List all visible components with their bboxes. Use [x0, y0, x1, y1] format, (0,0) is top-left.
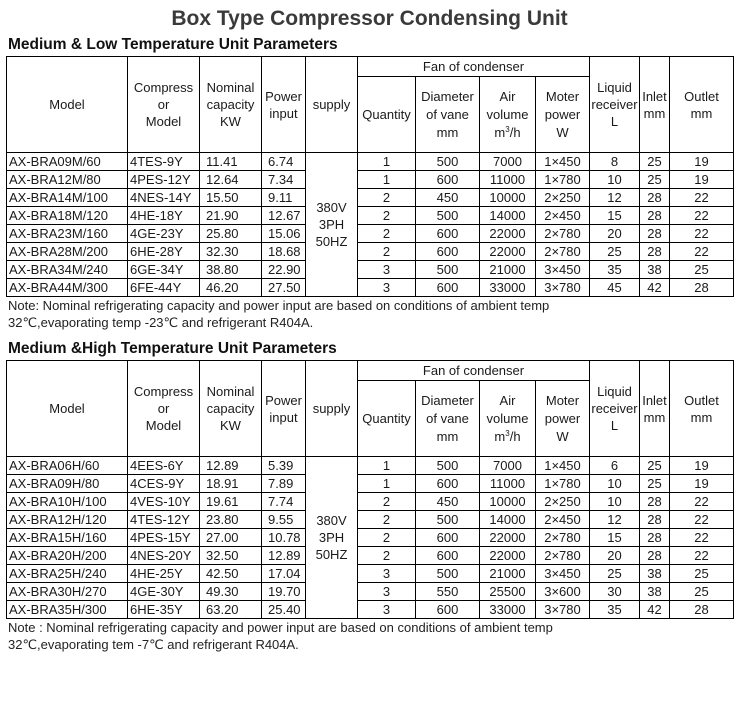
diameter-cell: 600 — [416, 279, 480, 297]
inlet-cell: 25 — [640, 171, 670, 189]
power-cell: 7.34 — [262, 171, 306, 189]
header-capacity: Nominal capacity KW — [200, 57, 262, 153]
liquid-receiver-cell: 45 — [590, 279, 640, 297]
liquid-receiver-cell: 10 — [590, 475, 640, 493]
compressor-cell: 4VES-10Y — [128, 493, 200, 511]
liquid-receiver-cell: 20 — [590, 547, 640, 565]
power-cell: 12.67 — [262, 207, 306, 225]
power-cell: 10.78 — [262, 529, 306, 547]
compressor-cell: 4NES-14Y — [128, 189, 200, 207]
liquid-receiver-cell: 6 — [590, 457, 640, 475]
motor-power-cell: 2×780 — [536, 529, 590, 547]
table-row — [7, 475, 734, 493]
header-fan-group: Fan of condenser — [358, 361, 590, 381]
capacity-cell: 15.50 — [200, 189, 262, 207]
capacity-cell: 23.80 — [200, 511, 262, 529]
compressor-cell: 4EES-6Y — [128, 457, 200, 475]
section-title-high-temp: Medium &High Temperature Unit Parameters — [8, 340, 337, 357]
diameter-cell: 600 — [416, 601, 480, 619]
inlet-cell: 28 — [640, 511, 670, 529]
header-supply: supply — [306, 361, 358, 457]
outlet-cell: 22 — [670, 207, 734, 225]
motor-power-cell: 3×450 — [536, 565, 590, 583]
diameter-cell: 600 — [416, 243, 480, 261]
table-row — [7, 153, 734, 171]
header-inlet: Inlet mm — [640, 361, 670, 457]
liquid-receiver-cell: 10 — [590, 171, 640, 189]
motor-power-cell: 3×780 — [536, 279, 590, 297]
outlet-cell: 22 — [670, 493, 734, 511]
diameter-cell: 500 — [416, 207, 480, 225]
capacity-cell: 12.89 — [200, 457, 262, 475]
model-cell: AX-BRA18M/120 — [7, 207, 128, 225]
outlet-cell: 22 — [670, 511, 734, 529]
diameter-cell: 500 — [416, 565, 480, 583]
motor-power-cell: 2×450 — [536, 511, 590, 529]
header-motor-power: Moter power W — [536, 77, 590, 153]
outlet-cell: 22 — [670, 529, 734, 547]
capacity-cell: 38.80 — [200, 261, 262, 279]
inlet-cell: 28 — [640, 493, 670, 511]
supply-cell: 380V 3PH 50HZ — [306, 153, 358, 297]
inlet-cell: 42 — [640, 279, 670, 297]
section-title-low-temp: Medium & Low Temperature Unit Parameters — [8, 36, 338, 53]
air-volume-cell: 11000 — [480, 475, 536, 493]
table-row — [7, 565, 734, 583]
header-air-volume: Air volume $m^3/h$ — [480, 77, 536, 153]
header-liquid: Liquid receiver L — [590, 361, 640, 457]
header-compressor: Compress or Model — [128, 57, 200, 153]
diameter-cell: 600 — [416, 547, 480, 565]
model-cell: AX-BRA28M/200 — [7, 243, 128, 261]
liquid-receiver-cell: 30 — [590, 583, 640, 601]
outlet-cell: 25 — [670, 583, 734, 601]
liquid-receiver-cell: 10 — [590, 493, 640, 511]
diameter-cell: 600 — [416, 529, 480, 547]
liquid-receiver-cell: 8 — [590, 153, 640, 171]
outlet-cell: 22 — [670, 189, 734, 207]
quantity-cell: 1 — [358, 153, 416, 171]
quantity-cell: 2 — [358, 511, 416, 529]
model-cell: AX-BRA23M/160 — [7, 225, 128, 243]
inlet-cell: 28 — [640, 243, 670, 261]
motor-power-cell: 2×780 — [536, 547, 590, 565]
table-row — [7, 583, 734, 601]
header-compressor: Compress or Model — [128, 361, 200, 457]
table-row — [7, 279, 734, 297]
motor-power-cell: 2×250 — [536, 189, 590, 207]
liquid-receiver-cell: 12 — [590, 189, 640, 207]
motor-power-cell: 3×600 — [536, 583, 590, 601]
model-cell: AX-BRA10H/100 — [7, 493, 128, 511]
quantity-cell: 1 — [358, 457, 416, 475]
quantity-cell: 2 — [358, 225, 416, 243]
capacity-cell: 42.50 — [200, 565, 262, 583]
power-cell: 27.50 — [262, 279, 306, 297]
page-title: Box Type Compressor Condensing Unit — [171, 7, 568, 30]
capacity-cell: 12.64 — [200, 171, 262, 189]
motor-power-cell: 1×780 — [536, 171, 590, 189]
air-volume-cell: 14000 — [480, 511, 536, 529]
header-capacity: Nominal capacity KW — [200, 361, 262, 457]
motor-power-cell: 2×780 — [536, 225, 590, 243]
power-cell: 7.89 — [262, 475, 306, 493]
low-temp-parameters-table — [6, 56, 734, 297]
model-cell: AX-BRA06H/60 — [7, 457, 128, 475]
capacity-cell: 63.20 — [200, 601, 262, 619]
diameter-cell: 500 — [416, 153, 480, 171]
motor-power-cell: 2×450 — [536, 207, 590, 225]
table-row — [7, 171, 734, 189]
quantity-cell: 2 — [358, 493, 416, 511]
header-motor-power: Moter power W — [536, 381, 590, 457]
compressor-cell: 6HE-35Y — [128, 601, 200, 619]
liquid-receiver-cell: 15 — [590, 529, 640, 547]
model-cell: AX-BRA12M/80 — [7, 171, 128, 189]
capacity-cell: 46.20 — [200, 279, 262, 297]
outlet-cell: 22 — [670, 547, 734, 565]
compressor-cell: 4HE-18Y — [128, 207, 200, 225]
compressor-cell: 4GE-23Y — [128, 225, 200, 243]
inlet-cell: 28 — [640, 189, 670, 207]
quantity-cell: 2 — [358, 189, 416, 207]
quantity-cell: 1 — [358, 171, 416, 189]
power-cell: 7.74 — [262, 493, 306, 511]
diameter-cell: 450 — [416, 189, 480, 207]
table-row — [7, 261, 734, 279]
air-volume-cell: 10000 — [480, 189, 536, 207]
header-quantity: Quantity — [358, 381, 416, 457]
liquid-receiver-cell: 20 — [590, 225, 640, 243]
capacity-cell: 18.91 — [200, 475, 262, 493]
inlet-cell: 42 — [640, 601, 670, 619]
air-volume-cell: 22000 — [480, 243, 536, 261]
model-cell: AX-BRA30H/270 — [7, 583, 128, 601]
inlet-cell: 25 — [640, 457, 670, 475]
supply-cell: 380V 3PH 50HZ — [306, 457, 358, 619]
note-low-temp: Note: Nominal refrigerating capacity and power input are based on conditions of ambient temp 32℃,evaporating temp -23℃ and refrigerant R404A. — [8, 298, 550, 330]
air-volume-cell: 21000 — [480, 565, 536, 583]
high-temp-parameters-table — [6, 360, 734, 619]
header-outlet: Outlet mm — [670, 361, 734, 457]
diameter-cell: 600 — [416, 171, 480, 189]
model-cell: AX-BRA09M/60 — [7, 153, 128, 171]
inlet-cell: 38 — [640, 565, 670, 583]
outlet-cell: 22 — [670, 243, 734, 261]
motor-power-cell: 1×450 — [536, 153, 590, 171]
table-row — [7, 189, 734, 207]
quantity-cell: 3 — [358, 583, 416, 601]
compressor-cell: 4GE-30Y — [128, 583, 200, 601]
capacity-cell: 32.50 — [200, 547, 262, 565]
inlet-cell: 28 — [640, 207, 670, 225]
diameter-cell: 500 — [416, 261, 480, 279]
diameter-cell: 450 — [416, 493, 480, 511]
power-cell: 6.74 — [262, 153, 306, 171]
high-temp-table-body — [7, 457, 734, 619]
air-volume-cell: 22000 — [480, 225, 536, 243]
motor-power-cell: 3×780 — [536, 601, 590, 619]
header-diameter: Diameter of vane mm — [416, 381, 480, 457]
low-temp-table-body — [7, 153, 734, 297]
model-cell: AX-BRA20H/200 — [7, 547, 128, 565]
note-high-temp: Note : Nominal refrigerating capacity and power input are based on conditions of ambient temp 32℃,evaporating tem -7℃ and refrigerant R404A. — [8, 620, 553, 652]
power-cell: 15.06 — [262, 225, 306, 243]
air-volume-cell: 11000 — [480, 171, 536, 189]
quantity-cell: 2 — [358, 529, 416, 547]
motor-power-cell: 1×450 — [536, 457, 590, 475]
liquid-receiver-cell: 15 — [590, 207, 640, 225]
inlet-cell: 28 — [640, 225, 670, 243]
model-cell: AX-BRA35H/300 — [7, 601, 128, 619]
capacity-cell: 21.90 — [200, 207, 262, 225]
air-volume-cell: 25500 — [480, 583, 536, 601]
compressor-cell: 4PES-15Y — [128, 529, 200, 547]
header-power: Power input — [262, 57, 306, 153]
air-volume-cell: 33000 — [480, 279, 536, 297]
table-row — [7, 207, 734, 225]
compressor-cell: 4NES-20Y — [128, 547, 200, 565]
air-volume-cell: 22000 — [480, 529, 536, 547]
table-row — [7, 225, 734, 243]
power-cell: 18.68 — [262, 243, 306, 261]
capacity-cell: 19.61 — [200, 493, 262, 511]
model-cell: AX-BRA34M/240 — [7, 261, 128, 279]
quantity-cell: 3 — [358, 565, 416, 583]
capacity-cell: 27.00 — [200, 529, 262, 547]
model-cell: AX-BRA25H/240 — [7, 565, 128, 583]
inlet-cell: 25 — [640, 475, 670, 493]
table-row — [7, 243, 734, 261]
motor-power-cell: 2×780 — [536, 243, 590, 261]
model-cell: AX-BRA44M/300 — [7, 279, 128, 297]
power-cell: 9.11 — [262, 189, 306, 207]
capacity-cell: 25.80 — [200, 225, 262, 243]
quantity-cell: 3 — [358, 261, 416, 279]
power-cell: 9.55 — [262, 511, 306, 529]
quantity-cell: 2 — [358, 243, 416, 261]
table-row — [7, 601, 734, 619]
compressor-cell: 6FE-44Y — [128, 279, 200, 297]
diameter-cell: 500 — [416, 511, 480, 529]
outlet-cell: 19 — [670, 475, 734, 493]
power-cell: 25.40 — [262, 601, 306, 619]
air-volume-cell: 21000 — [480, 261, 536, 279]
outlet-cell: 25 — [670, 565, 734, 583]
compressor-cell: 4TES-12Y — [128, 511, 200, 529]
air-volume-cell: 14000 — [480, 207, 536, 225]
diameter-cell: 600 — [416, 475, 480, 493]
header-inlet: Inlet mm — [640, 57, 670, 153]
air-volume-cell: 33000 — [480, 601, 536, 619]
diameter-cell: 550 — [416, 583, 480, 601]
power-cell: 5.39 — [262, 457, 306, 475]
table-row — [7, 493, 734, 511]
motor-power-cell: 3×450 — [536, 261, 590, 279]
inlet-cell: 28 — [640, 529, 670, 547]
table-row — [7, 547, 734, 565]
compressor-cell: 4HE-25Y — [128, 565, 200, 583]
inlet-cell: 38 — [640, 583, 670, 601]
compressor-cell: 6HE-28Y — [128, 243, 200, 261]
capacity-cell: 32.30 — [200, 243, 262, 261]
outlet-cell: 22 — [670, 225, 734, 243]
header-outlet: Outlet mm — [670, 57, 734, 153]
motor-power-cell: 2×250 — [536, 493, 590, 511]
header-air-volume: Air volume $m^3/h$ — [480, 381, 536, 457]
header-supply: supply — [306, 57, 358, 153]
quantity-cell: 2 — [358, 547, 416, 565]
header-power: Power input — [262, 361, 306, 457]
diameter-cell: 600 — [416, 225, 480, 243]
compressor-cell: 4CES-9Y — [128, 475, 200, 493]
model-cell: AX-BRA12H/120 — [7, 511, 128, 529]
motor-power-cell: 1×780 — [536, 475, 590, 493]
diameter-cell: 500 — [416, 457, 480, 475]
table-row — [7, 511, 734, 529]
air-volume-cell: 10000 — [480, 493, 536, 511]
table-row — [7, 457, 734, 475]
air-volume-cell: 7000 — [480, 153, 536, 171]
outlet-cell: 28 — [670, 601, 734, 619]
compressor-cell: 4TES-9Y — [128, 153, 200, 171]
power-cell: 22.90 — [262, 261, 306, 279]
inlet-cell: 28 — [640, 547, 670, 565]
table-row — [7, 529, 734, 547]
liquid-receiver-cell: 25 — [590, 565, 640, 583]
power-cell: 12.89 — [262, 547, 306, 565]
inlet-cell: 38 — [640, 261, 670, 279]
model-cell: AX-BRA09H/80 — [7, 475, 128, 493]
capacity-cell: 49.30 — [200, 583, 262, 601]
compressor-cell: 4PES-12Y — [128, 171, 200, 189]
outlet-cell: 28 — [670, 279, 734, 297]
air-volume-cell: 7000 — [480, 457, 536, 475]
model-cell: AX-BRA15H/160 — [7, 529, 128, 547]
header-liquid: Liquid receiver L — [590, 57, 640, 153]
quantity-cell: 1 — [358, 475, 416, 493]
compressor-cell: 6GE-34Y — [128, 261, 200, 279]
header-diameter: Diameter of vane mm — [416, 77, 480, 153]
outlet-cell: 19 — [670, 153, 734, 171]
outlet-cell: 25 — [670, 261, 734, 279]
model-cell: AX-BRA14M/100 — [7, 189, 128, 207]
capacity-cell: 11.41 — [200, 153, 262, 171]
header-model: Model — [7, 57, 128, 153]
air-volume-cell: 22000 — [480, 547, 536, 565]
liquid-receiver-cell: 35 — [590, 261, 640, 279]
outlet-cell: 19 — [670, 171, 734, 189]
liquid-receiver-cell: 35 — [590, 601, 640, 619]
power-cell: 19.70 — [262, 583, 306, 601]
inlet-cell: 25 — [640, 153, 670, 171]
outlet-cell: 19 — [670, 457, 734, 475]
header-model: Model — [7, 361, 128, 457]
quantity-cell: 3 — [358, 279, 416, 297]
quantity-cell: 3 — [358, 601, 416, 619]
liquid-receiver-cell: 12 — [590, 511, 640, 529]
power-cell: 17.04 — [262, 565, 306, 583]
header-quantity: Quantity — [358, 77, 416, 153]
header-fan-group: Fan of condenser — [358, 57, 590, 77]
quantity-cell: 2 — [358, 207, 416, 225]
liquid-receiver-cell: 25 — [590, 243, 640, 261]
